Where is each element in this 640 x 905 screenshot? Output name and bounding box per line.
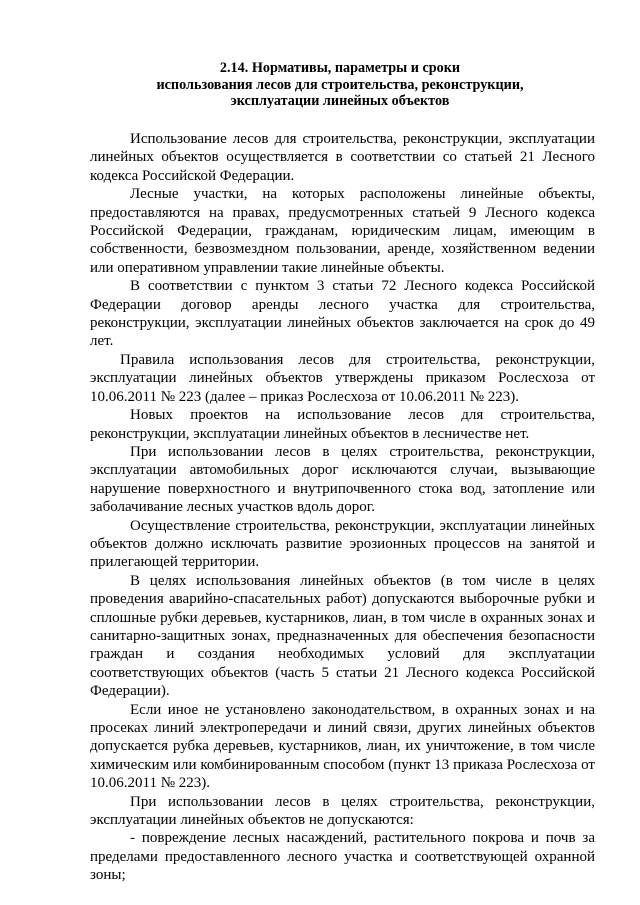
section-title-line-1: 2.14. Нормативы, параметры и сроки xyxy=(219,60,461,76)
list-item-1: - повреждение лесных насаждений, растительного покрова и почв за пределами предоставленного лесного участка и соответствующей охранной зоны; xyxy=(90,830,595,884)
paragraph-7: Осуществление строительства, реконструкции, эксплуатации линейных объектов должно исключать развитие эрозионных процессов на занятой и прилегающей территории. xyxy=(90,517,595,571)
section-title-line-3: эксплуатации линейных объектов xyxy=(230,93,450,109)
paragraph-9: Если иное не установлено законодательством, в охранных зонах и на просеках линий электропередачи и линий связи, других линейных объектов допускается рубка деревьев, кустарников, лиан, их уничтожение, в том числе химическим или комбинированным способом (пункт 13 приказа Рослесхоза от 10.06.2011 № 223). xyxy=(90,701,595,792)
paragraph-4: Правила использования лесов для строительства, реконструкции, эксплуатации линейных объектов утверждены приказом Рослесхоза от 10.06.2011 № 223 (далее – приказ Рослесхоза от 10.06.2011 № 223). xyxy=(90,351,595,405)
paragraph-8: В целях использования линейных объектов (в том числе в целях проведения аварийно-спасательных работ) допускаются выборочные рубки и сплошные рубки деревьев, кустарников, лиан, в том числе в охранных зонах и санитарно-защитных зонах, предназначенных для обеспечения безопасности граждан и создания необходимых условий для эксплуатации соответствующих объектов (часть 5 статьи 21 Лесного кодекса Российской Федерации). xyxy=(90,572,595,700)
paragraph-2: Лесные участки, на которых расположены линейные объекты, предоставляются на правах, предусмотренных статьей 9 Лесного кодекса Российской Федерации, гражданам, юридическим лицам, имеющим в собственности, безвозмездном пользовании, аренде, хозяйственном ведении или оперативном управлении такие линейные объекты. xyxy=(90,186,595,276)
paragraph-6: При использовании лесов в целях строительства, реконструкции, эксплуатации автомобильных дорог исключаются случаи, вызывающие нарушение поверхностного и внутрипочвенного стока вод, затопление или заболачивание лесных участков вдоль дорог. xyxy=(90,443,595,516)
paragraph-5: Новых проектов на использование лесов для строительства, реконструкции, эксплуатации линейных объектов в лесничестве нет. xyxy=(90,407,595,442)
section-title xyxy=(90,60,590,110)
document-body xyxy=(90,130,595,885)
paragraph-1: Использование лесов для строительства, реконструкции, эксплуатации линейных объектов осуществляется в соответствии со статьей 21 Лесного кодекса Российской Федерации. xyxy=(90,131,595,184)
section-title-line-2: использования лесов для строительства, реконструкции, xyxy=(156,76,524,93)
paragraph-3: В соответствии с пунктом 3 статьи 72 Лесного кодекса Российской Федерации договор аренды лесного участка для строительства, реконструкции, эксплуатации линейных объектов заключается на срок до 49 лет. xyxy=(90,278,595,350)
paragraph-10: При использовании лесов в целях строительства, реконструкции, эксплуатации линейных объектов не допускаются: xyxy=(90,793,595,829)
